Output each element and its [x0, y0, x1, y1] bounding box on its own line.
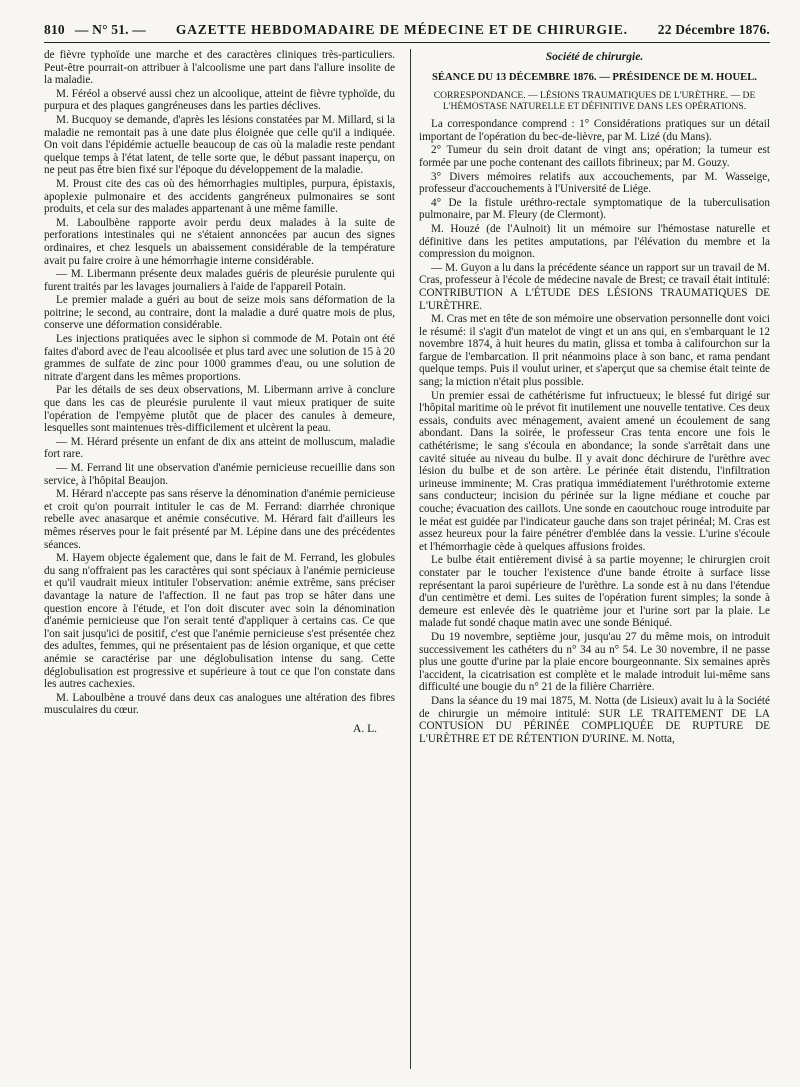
- signature: A. L.: [353, 722, 377, 735]
- issue-number: — N° 51. —: [74, 22, 147, 37]
- paragraph: M. Laboulbène rapporte avoir perdu deux malades à la suite de perforations intestinales qui ne s'étaient annoncées par aucun des signes ordinaires, et chez lesquels un abaissement considérable de la température avait pu faire croire à une hémorrhagie interne considérable.: [44, 216, 395, 267]
- left-column: [44, 49, 407, 746]
- journal-title: GAZETTE HEBDOMADAIRE DE MÉDECINE ET DE CHIRURGIE.: [175, 22, 628, 37]
- paragraph: 3° Divers mémoires relatifs aux accouchements, par M. Wasseige, professeur d'accouchements à l'Université de Liége.: [419, 170, 770, 196]
- paragraph: M. Hérard n'accepte pas sans réserve la dénomination d'anémie pernicieuse et croit qu'on pourrait intituler le cas de M. Ferrand: diarrhée chronique rebelle avec anasarque et anémie consécutive. M. Hérard fait d'ailleurs les mêmes réserves pour le fait présenté par M. Lépine dans une des précédentes séances.: [44, 488, 395, 551]
- paragraph: 4° De la fistule uréthro-rectale symptomatique de la tuberculisation pulmonaire, par M. Fleury (de Clermont).: [419, 196, 770, 222]
- summary-line: CORRESPONDANCE. — LÉSIONS TRAUMATIQUES DE L'URÈTHRE. — DE L'HÉMOSTASE NATURELLE ET DÉFINITIVE DANS LES OPÉRATIONS.: [433, 90, 756, 113]
- paragraph: M. Féréol a observé aussi chez un alcoolique, atteint de fièvre typhoïde, du purpura et des plaques gangréneuses dans les parties déclives.: [44, 87, 395, 113]
- paragraph: — M. Ferrand lit une observation d'anémie pernicieuse recueillie dans son service, à l'hôpital Beaujon.: [44, 462, 395, 487]
- paragraph: — M. Hérard présente un enfant de dix ans atteint de molluscum, maladie fort rare.: [44, 435, 395, 461]
- page-number: 810: [44, 22, 65, 37]
- paragraph: Dans la séance du 19 mai 1875, M. Notta (de Lisieux) avait lu à la Société de chirurgie un mémoire intitulé: SUR LE TRAITEMENT DE LA CONTUSION DU PÉRINÉE COMPLIQUÉE DE RUPTURE DE L'URÈTHRE ET DE RÉTENTION D'URINE. M. Notta,: [419, 694, 770, 745]
- text-columns: [44, 49, 770, 746]
- paragraph: Un premier essai de cathétérisme fut infructueux; le blessé fut dirigé sur l'hôpital maritime où le prévot fit inutilement une nouvelle tentative. Ces deux essais, conduits avec ménagement, avaient amené un écoulement de sang abondant. Dans la soirée, le professeur Cras tenta encore une fois le cathétérisme; le sang s'écoula en abondance; la sonde s'arrêtait dans une cavité située au niveau du bulbe. Il y avait donc déchirure de l'urèthre avec lésion du bulbe et de son artère. Le périnée était distendu, l'infiltration urineuse imminente; M. Cras pratiqua immédiatement l'uréthrotomie externe sans conducteur; incision du périnée sur la ligne médiane et couche par couche; évacuation des caillots. Une sonde en caoutchouc rouge introduite par le méat est guidée par l'indicateur gauche dans son trajet périnéal; M. Cras est assez heureux pour la faire pénétrer d'emblée dans la vessie. L'urine s'écoule et l'hémorrhagie cède à quelques affusions froides.: [419, 389, 770, 553]
- session-heading: SÉANCE DU 13 DÉCEMBRE 1876. — PRÉSIDENCE DE M. HOUEL.: [432, 71, 757, 83]
- paragraph: M. Laboulbène a trouvé dans deux cas analogues une altération des fibres musculaires du cœur.: [44, 691, 395, 717]
- paragraph: Du 19 novembre, septième jour, jusqu'au 27 du même mois, on introduit successivement les cathéters du n° 34 au n° 54. Le 30 novembre, il ne passe plus une goutte d'urine par la plaie encore bourgeonnante. Six semaines après l'accident, la cicatrisation est complète et le malade introduit lui-même sans difficulté une bougie du n° 21 de la filière Charrière.: [419, 630, 770, 694]
- paragraph: Le premier malade a guéri au bout de seize mois sans déformation de la poitrine; le second, au contraire, dont la maladie a duré quatre mois de plus, conserve une déformation considérable.: [44, 294, 395, 332]
- issue-date: 22 Décembre 1876.: [657, 22, 770, 37]
- page-header: [44, 22, 770, 43]
- paragraph: — M. Guyon a lu dans la précédente séance un rapport sur un travail de M. Cras, professeur à l'école de médecine navale de Brest; ce travail était intitulé: CONTRIBUTION A L'ÉTUDE DES LÉSIONS TRAUMATIQUES DE L'URÈTHRE.: [419, 261, 770, 312]
- paragraph: M. Proust cite des cas où des hémorrhagies multiples, purpura, épistaxis, apoplexie pulmonaire et des accidents gangréneux pulmonaires se sont produits, et cela sur des malades appartenant à une même famille.: [44, 177, 395, 216]
- paragraph: M. Cras met en tête de son mémoire une observation personnelle dont voici le résumé: il s'agit d'un matelot de vingt et un ans qui, en s'embarquant le 12 novembre 1874, à huit heures du matin, glissa et tomba à califourchon sur la fargue de l'embarcation. Il prit néanmoins place à son banc, et rama pendant quelque temps. Puis il voulut uriner, et s'aperçut que sa chemise était teinte de sang; la miction n'était plus possible.: [419, 313, 770, 389]
- right-column: [407, 49, 770, 746]
- paragraph: Les injections pratiquées avec le siphon si commode de M. Potain ont été faites d'abord avec de l'eau alcoolisée et plus tard avec une solution de 15 à 20 grammes de sulfate de zinc pour 1000 grammes d'eau, ou une solution de nitrate d'argent dans les mêmes proportions.: [44, 333, 395, 383]
- paragraph: M. Bucquoy se demande, d'après les lésions constatées par M. Millard, si la maladie ne remontait pas à une date plus éloignée que celle qu'il a indiquée. On voit dans l'épidémie actuelle beaucoup de cas où la maladie reste pendant quelque temps à l'état latent, de telle sorte que, le début passant inaperçu, on ne peut pas être bien fixé sur l'époque du développement de la maladie.: [44, 113, 395, 177]
- paragraph: 2° Tumeur du sein droit datant de vingt ans; opération; la tumeur est formée par une poche contenant des caillots fibrineux; par M. Gouzy.: [419, 144, 770, 169]
- paragraph: M. Hayem objecte également que, dans le fait de M. Ferrand, les globules du sang n'offraient pas les caractères qui sont spéciaux à l'anémie pernicieuse et qu'il vaudrait mieux intituler l'observation: anémie extrême, sans préciser davantage la nature de l'affection. Il ne faut pas trop se hâter dans une question encore à l'étude, et l'on doit discuter avec soin la dénomination d'anémie pernicieuse que l'on serait tenté d'appliquer à certains cas. Ce que l'on sait jusqu'ici de positif, c'est que l'anémie pernicieuse s'est présentée chez des adultes, femmes, qui ne présentaient pas de lésion organique, et que cette anémie se caractérise par une déglobulisation intense du sang. Cette déglobulisation est progressive et supérieure à tout ce que l'on constate dans les autres cachexies.: [44, 552, 395, 691]
- paragraph: — M. Libermann présente deux malades guéris de pleurésie purulente qui furent traités par les lavages journaliers à l'aide de l'appareil Potain.: [44, 268, 395, 293]
- paragraph: Par les détails de ses deux observations, M. Libermann arrive à conclure que dans les cas de pleurésie purulente il vaut mieux pratiquer de suite l'opération de l'empyème plutôt que de placer des canules à demeure, lesquelles sont maintenues très-difficilement et ulcèrent la peau.: [44, 384, 395, 435]
- column-divider: [410, 49, 411, 1069]
- paragraph: M. Houzé (de l'Aulnoit) lit un mémoire sur l'hémostase naturelle et définitive dans les petites amputations, par l'élévation du membre et la compression du moignon.: [419, 222, 770, 261]
- section-title: Société de chirurgie.: [545, 51, 644, 63]
- paragraph: Le bulbe était entièrement divisé à sa partie moyenne; le chirurgien croit constater par le toucher l'existence d'une bande étroite à surface lisse représentant la paroi supérieure de l'urèthre. La sonde est à nu dans l'étendue d'un centimètre et demi. Les suites de l'opération furent simples; la sonde à demeure est enlevée dès le quatrième jour et l'urine sort par la plaie. Le malade fut sondé chaque matin avec une sonde Béniqué.: [419, 554, 770, 630]
- paragraph: de fièvre typhoïde une marche et des caractères cliniques très-particuliers. Peut-être pourrait-on attribuer à l'alcoolisme une part dans l'allure insolite de la maladie.: [44, 49, 395, 87]
- paragraph: La correspondance comprend : 1° Considérations pratiques sur un détail important de l'opération du bec-de-lièvre, par M. Lizé (du Mans).: [419, 118, 770, 143]
